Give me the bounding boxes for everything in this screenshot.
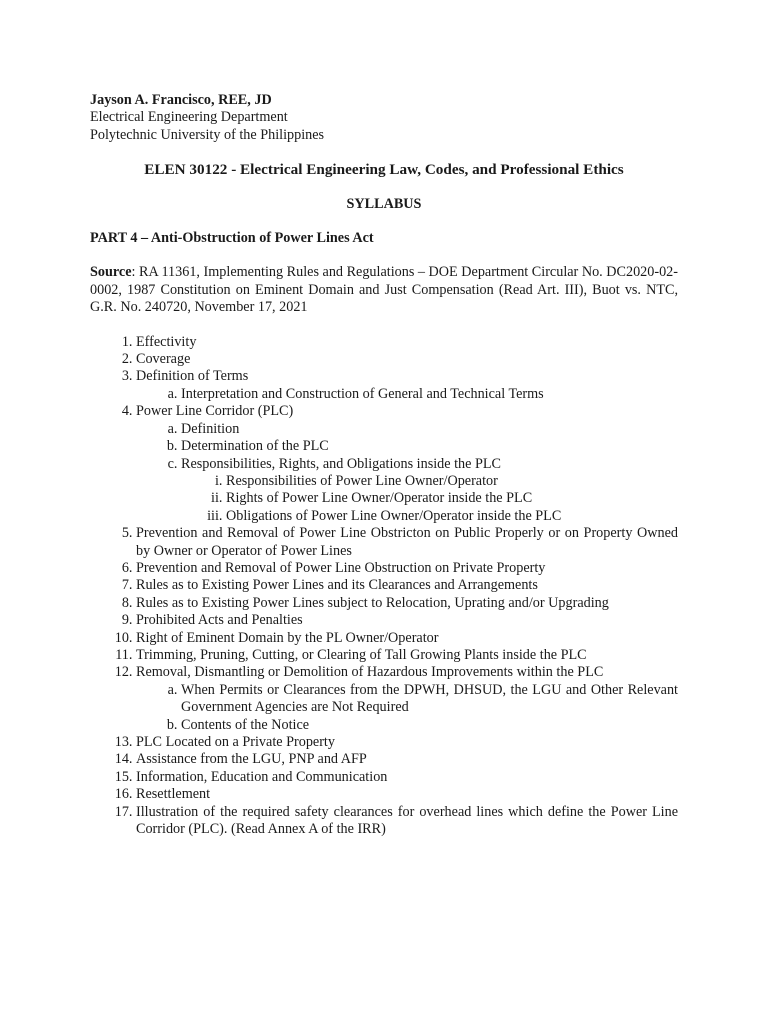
subtopic-item-label: Determination of the PLC — [181, 438, 329, 455]
subtopic-item — [181, 682, 678, 717]
topic-item-label: Effectivity — [136, 333, 197, 350]
topic-item-label: Prevention and Removal of Power Line Obstricton on Public Properly or on Property Owned by Owner or Operator of Power Lines — [136, 525, 678, 559]
topic-item-label: Prohibited Acts and Penalties — [136, 612, 303, 629]
part-heading: PART 4 – Anti-Obstruction of Power Lines Act — [90, 230, 374, 247]
topic-item-label: Assistance from the LGU, PNP and AFP — [136, 751, 367, 768]
subtopic-item-label: Interpretation and Construction of General and Technical Terms — [181, 385, 544, 402]
topic-item — [136, 595, 678, 612]
author-university: Polytechnic University of the Philippines — [90, 126, 325, 143]
topic-item — [136, 647, 678, 664]
topic-item — [136, 368, 678, 403]
source-label: Source — [90, 264, 132, 281]
sub-subtopic-item-label: Responsibilities of Power Line Owner/Operator — [226, 472, 498, 489]
author-department: Electrical Engineering Department — [90, 109, 288, 126]
source-text: : RA 11361, Implementing Rules and Regulations – DOE Department Circular No. DC2020-02-0002, 1987 Constitution on Eminent Domain and Just Compensation (Read Art. III), Buot vs. NTC, G.R. No. 240720, November 17, 2021 — [90, 264, 678, 316]
topic-item — [136, 560, 678, 577]
subtopic-item-label: Definition — [181, 420, 240, 437]
subtopic-item — [181, 717, 678, 734]
sublist — [136, 421, 678, 525]
topic-item — [136, 334, 678, 351]
document-page — [90, 92, 678, 838]
subtopic-item — [181, 456, 678, 526]
course-title: ELEN 30122 - Electrical Engineering Law, Codes, and Professional Ethics — [144, 161, 624, 179]
source-paragraph — [90, 264, 678, 316]
topic-item-label: Power Line Corridor (PLC) — [136, 403, 294, 420]
sub-subtopic-item-label: Rights of Power Line Owner/Operator inside the PLC — [226, 490, 533, 507]
topic-item — [136, 577, 678, 594]
topic-item — [136, 734, 678, 751]
topic-item-label: Resettlement — [136, 786, 211, 803]
topic-item — [136, 630, 678, 647]
topic-item-label: Illustration of the required safety clearances for overhead lines which define the Power Line Corridor (PLC). (Read Annex A of the IRR) — [136, 803, 678, 838]
topic-item — [136, 351, 678, 368]
topic-item-label: Rules as to Existing Power Lines and its Clearances and Arrangements — [136, 577, 538, 594]
sub-subtopic-item-label: Obligations of Power Line Owner/Operator inside the PLC — [226, 507, 562, 524]
sub-subtopic-item — [226, 473, 678, 490]
author-name: Jayson A. Francisco, REE, JD — [90, 92, 272, 108]
topic-item-label: Removal, Dismantling or Demolition of Hazardous Improvements within the PLC — [136, 664, 604, 681]
topics-list — [90, 334, 678, 839]
sublist — [136, 682, 678, 734]
subtopic-item — [181, 421, 678, 438]
topic-item-label: PLC Located on a Private Property — [136, 734, 335, 750]
topic-item-label: Prevention and Removal of Power Line Obstruction on Private Property — [136, 559, 546, 576]
subtopic-item — [181, 438, 678, 455]
topic-item-label: Coverage — [136, 351, 191, 368]
sub-subtopic-item — [226, 490, 678, 507]
topic-item — [136, 525, 678, 560]
topic-item — [136, 612, 678, 629]
sublist — [181, 473, 678, 525]
topic-item — [136, 804, 678, 839]
subtopic-item — [181, 386, 678, 403]
author-block — [90, 92, 678, 144]
topic-item — [136, 664, 678, 734]
subtopic-item-label: Contents of the Notice — [181, 716, 310, 733]
topic-item-label: Right of Eminent Domain by the PL Owner/Operator — [136, 629, 439, 646]
topic-item-label: Information, Education and Communication — [136, 768, 388, 785]
topic-item — [136, 786, 678, 803]
topic-item-label: Rules as to Existing Power Lines subject to Relocation, Uprating and/or Upgrading — [136, 594, 609, 611]
subtopic-item-label: Responsibilities, Rights, and Obligations inside the PLC — [181, 455, 502, 472]
topic-item — [136, 769, 678, 786]
sublist — [136, 386, 678, 403]
topic-item — [136, 403, 678, 525]
topic-item — [136, 751, 678, 768]
topic-item-label: Definition of Terms — [136, 368, 249, 385]
subtopic-item-label: When Permits or Clearances from the DPWH, DHSUD, the LGU and Other Relevant Government Agencies are Not Required — [181, 681, 678, 716]
sub-subtopic-item — [226, 508, 678, 525]
topic-item-label: Trimming, Pruning, Cutting, or Clearing of Tall Growing Plants inside the PLC — [136, 646, 587, 663]
syllabus-heading: SYLLABUS — [346, 195, 422, 212]
